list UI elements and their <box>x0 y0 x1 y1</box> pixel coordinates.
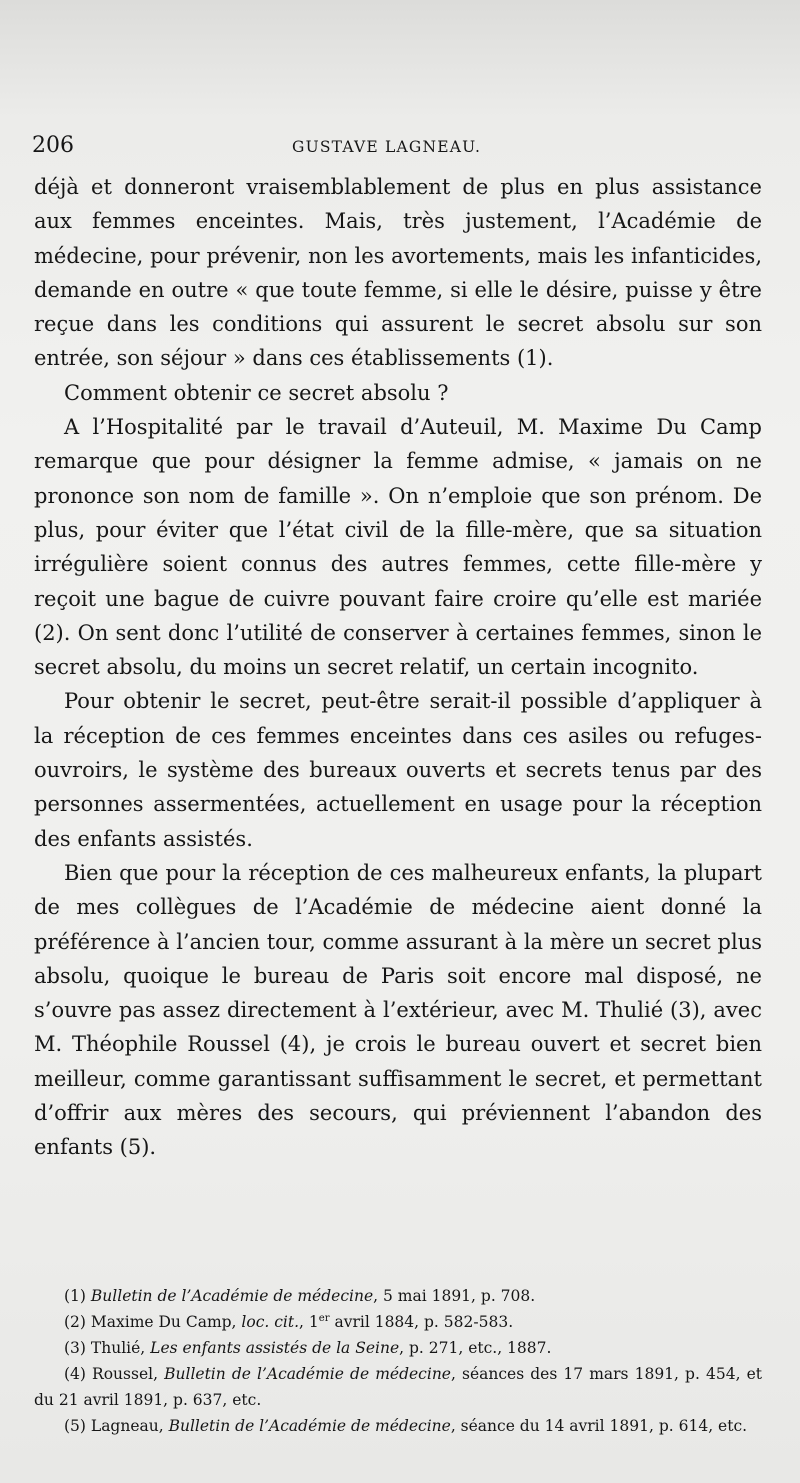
running-head <box>30 131 770 161</box>
footnote-title: Bulletin de l’Académie de médecine <box>168 1417 451 1435</box>
paragraph: Bien que pour la réception de ces malheureux enfants, la plupart de mes collègues de l’Académie de médecine aient donné la préférence à l’ancien tour, comme assurant à la mère un secret plus absolu, quoique le bureau de Paris soit encore mal disposé, ne s’ouvre pas assez directement à l’extérieur, avec M. Thulié (3), avec M. Théophile Roussel (4), je crois le bureau ouvert et secret bien meilleur, comme garantissant suffisamment le secret, et permettant d’offrir aux mères des secours, qui préviennent l’abandon des enfants (5). <box>34 860 762 1160</box>
footnote-text: , 5 mai 1891, p. 708. <box>373 1287 536 1305</box>
footnote <box>34 1283 762 1309</box>
footnote-marker: (4) <box>64 1365 86 1383</box>
footnote-marker: (3) <box>64 1339 86 1357</box>
footnote-text: , 1 <box>299 1313 319 1331</box>
footnote <box>34 1413 762 1439</box>
footnote-superscript: er <box>318 1312 330 1324</box>
footnote-title: Bulletin de l’Académie de médecine <box>90 1287 374 1305</box>
footnote-marker: (5) <box>64 1417 86 1435</box>
paragraph: déjà et donneront vraisemblablement de plus en plus assistance aux femmes enceintes. Mais, très justement, l’Académie de médecine, pour prévenir, non les avortements, mais les infanticides, demande en outre « que toute femme, si elle le désire, puisse y être reçue dans les conditions qui assurent le secret absolu sur son entrée, son séjour » dans ces établissements (1). <box>34 175 762 371</box>
footnote-text: , séance du 14 avril 1891, p. 614, etc. <box>450 1417 748 1435</box>
footnote-text: , p. 271, etc., 1887. <box>399 1339 552 1357</box>
footnote-text: Roussel, <box>85 1365 165 1383</box>
footnote <box>34 1335 762 1361</box>
footnote-marker: (2) <box>64 1313 86 1331</box>
footnote-text: Maxime Du Camp, <box>85 1313 242 1331</box>
footnote-text: , séances des 17 mars 1891, p. 454, et du 21 avril 1891, p. 637, etc. <box>34 1365 763 1409</box>
footnote-title: Bulletin de l’Académie de médecine <box>164 1365 451 1383</box>
footnote-text: Thulié, <box>85 1339 151 1357</box>
footnote-title: Les enfants assistés de la Seine <box>150 1339 400 1357</box>
paragraph: Comment obtenir ce secret absolu ? <box>64 380 449 405</box>
paragraph: A l’Hospitalité par le travail d’Auteuil, M. Maxime Du Camp remarque que pour désigner la femme admise, « jamais on ne prononce son nom de famille ». On n’emploie que son prénom. De plus, pour éviter que l’état civil de la fille-mère, que sa situation irrégulière soient connus des autres femmes, cette fille-mère y reçoit une bague de cuivre pouvant faire croire qu’elle est mariée (2). On sent donc l’utilité de conserver à certaines femmes, sinon le secret absolu, du moins un secret relatif, un certain incognito. <box>34 415 762 680</box>
footnote-marker: (1) <box>64 1287 86 1305</box>
footnotes <box>34 1283 762 1439</box>
running-title: GUSTAVE LAGNEAU. <box>292 138 482 156</box>
footnote-text: Lagneau, <box>85 1417 169 1435</box>
footnote-text: avril 1884, p. 582-583. <box>329 1313 514 1331</box>
footnote <box>34 1361 762 1413</box>
page-number: 206 <box>32 133 74 158</box>
footnote <box>34 1309 762 1335</box>
footnote-title: loc. cit. <box>241 1313 300 1331</box>
body-text <box>34 170 762 1165</box>
paragraph: Pour obtenir le secret, peut-être serait-il possible d’appliquer à la réception de ces femmes enceintes dans ces asiles ou refuges-ouvroirs, le système des bureaux ouverts et secrets tenus par des personnes assermentées, actuellement en usage pour la réception des enfants assistés. <box>34 689 762 851</box>
